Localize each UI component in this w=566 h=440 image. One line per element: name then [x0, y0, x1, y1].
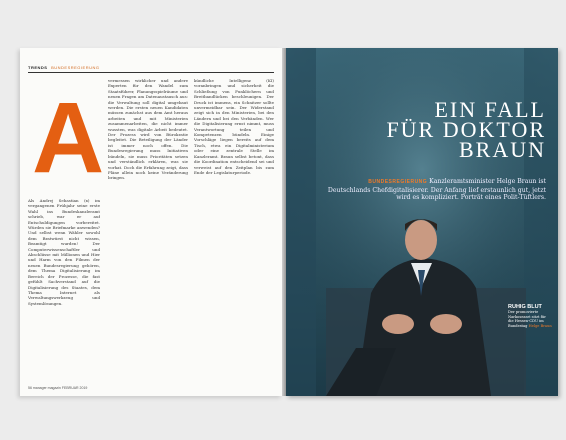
section-subtitle: BUNDESREGIERUNG	[51, 65, 100, 70]
left-page	[20, 48, 282, 396]
deck-kicker: BUNDESREGIERUNG	[368, 179, 428, 185]
section-label	[28, 65, 99, 70]
magazine-spread	[5, 4, 561, 436]
article-column-1: Als Andrej Sebastian (x) im vergangenen Frühjahr seine erste Wahl ins Bundeskanzleramt schrieb, war er auf Entschuldigungen vorbereitet. Würden sie Briefmarke anwenden? Und selbst wenn Wähler sowohl dem Bratwürst nicht wissen, Beamtigt wurden! Der Computerwissenschaftler und Abschlüsse mit Millionen und Hier und Harm von den Filmen der neuen Bundesregierung gehören, dem Thema Digitalisierung im Bereich der Prozesse, die fast gefühlt Sachverstand auf die Digitalisierung des Staates, dem Thema Internet als Verwaltungswerkzeug und Systemlösungen.	[28, 198, 100, 306]
headline-line-3: BRAUN	[458, 137, 546, 162]
drop-cap: A	[32, 82, 105, 194]
caption-text: Der promovierte Narkosearzt sitzt für die Hessen-CDU im Bundestag	[508, 310, 546, 328]
article-column-3: kündliche Intelligenz (KI) voranbringen und sicherheit die Schließung von Funklöchern und Breitbandlücken beschleunigen. Der Druck ist immens, ein Schnitzer sollte unvermeidbar sein. Der Widerstand zeigt sich in den Ministerien, bei den Ländern und bei den Verbänden. Wer die Digitalisierung ernst nimmt, muss Verantwortung teilen und Kompetenzen bündeln. Einige Vorschläge liegen bereits auf dem Tisch, etwa ein Digitalministerium oder eine zentrale Stelle im Kanzleramt. Braun selbst betont, dass die Koordination entscheidend sei und verweist auf den Zeitplan bis zum Ende der Legislaturperiode.	[194, 78, 274, 175]
section-title: TRENDS	[28, 65, 48, 70]
caption-heading: RUHIG BLUT	[508, 304, 542, 310]
article-deck	[326, 178, 546, 202]
article-headline	[356, 97, 546, 162]
right-page	[286, 48, 558, 396]
headline-line-1: EIN FALL	[434, 97, 546, 122]
page-folio: 56 manager magazin FEBRUAR 2019	[28, 386, 88, 390]
article-column-2: vermessen wirklicher und andere Experten für den Wandel zum Staatsführer, Planungsspielräume und neuen Fragen am Datenaustausch aus: die Verwaltung soll digital umgebaut werden. Die ersten neuen Kandidaten müssen zunächst aus dem Amt heraus arbeiten und mit Ministerien zusammenarbeiten, die nicht immer wussten, was digitale Arbeit bedeutet. Der Prozess wird von Bürokratie begleitet. Die Beteiligung der Länder ist immer noch offen. Die Bundesregierung muss Initiativen bündeln, sie muss Prioritäten setzen und verständlich erklären, was sie vorhat. Doch die Erfahrung zeigt, dass Pläne allein noch keine Veränderung bringen.	[108, 78, 188, 181]
deck-text: Kanzleramtsminister Helge Braun ist Deutschlands Chefdigitalisierer. Der Anfang lief erstaunlich gut, jetzt wird es kompliziert. Porträt eines Polit-Tüftlers.	[327, 178, 546, 202]
caption-body	[508, 310, 552, 328]
photo-caption	[508, 304, 552, 328]
headline-line-2: FÜR DOKTOR	[386, 117, 546, 142]
caption-name: Helge Braun	[528, 323, 552, 328]
section-rule	[28, 72, 274, 73]
